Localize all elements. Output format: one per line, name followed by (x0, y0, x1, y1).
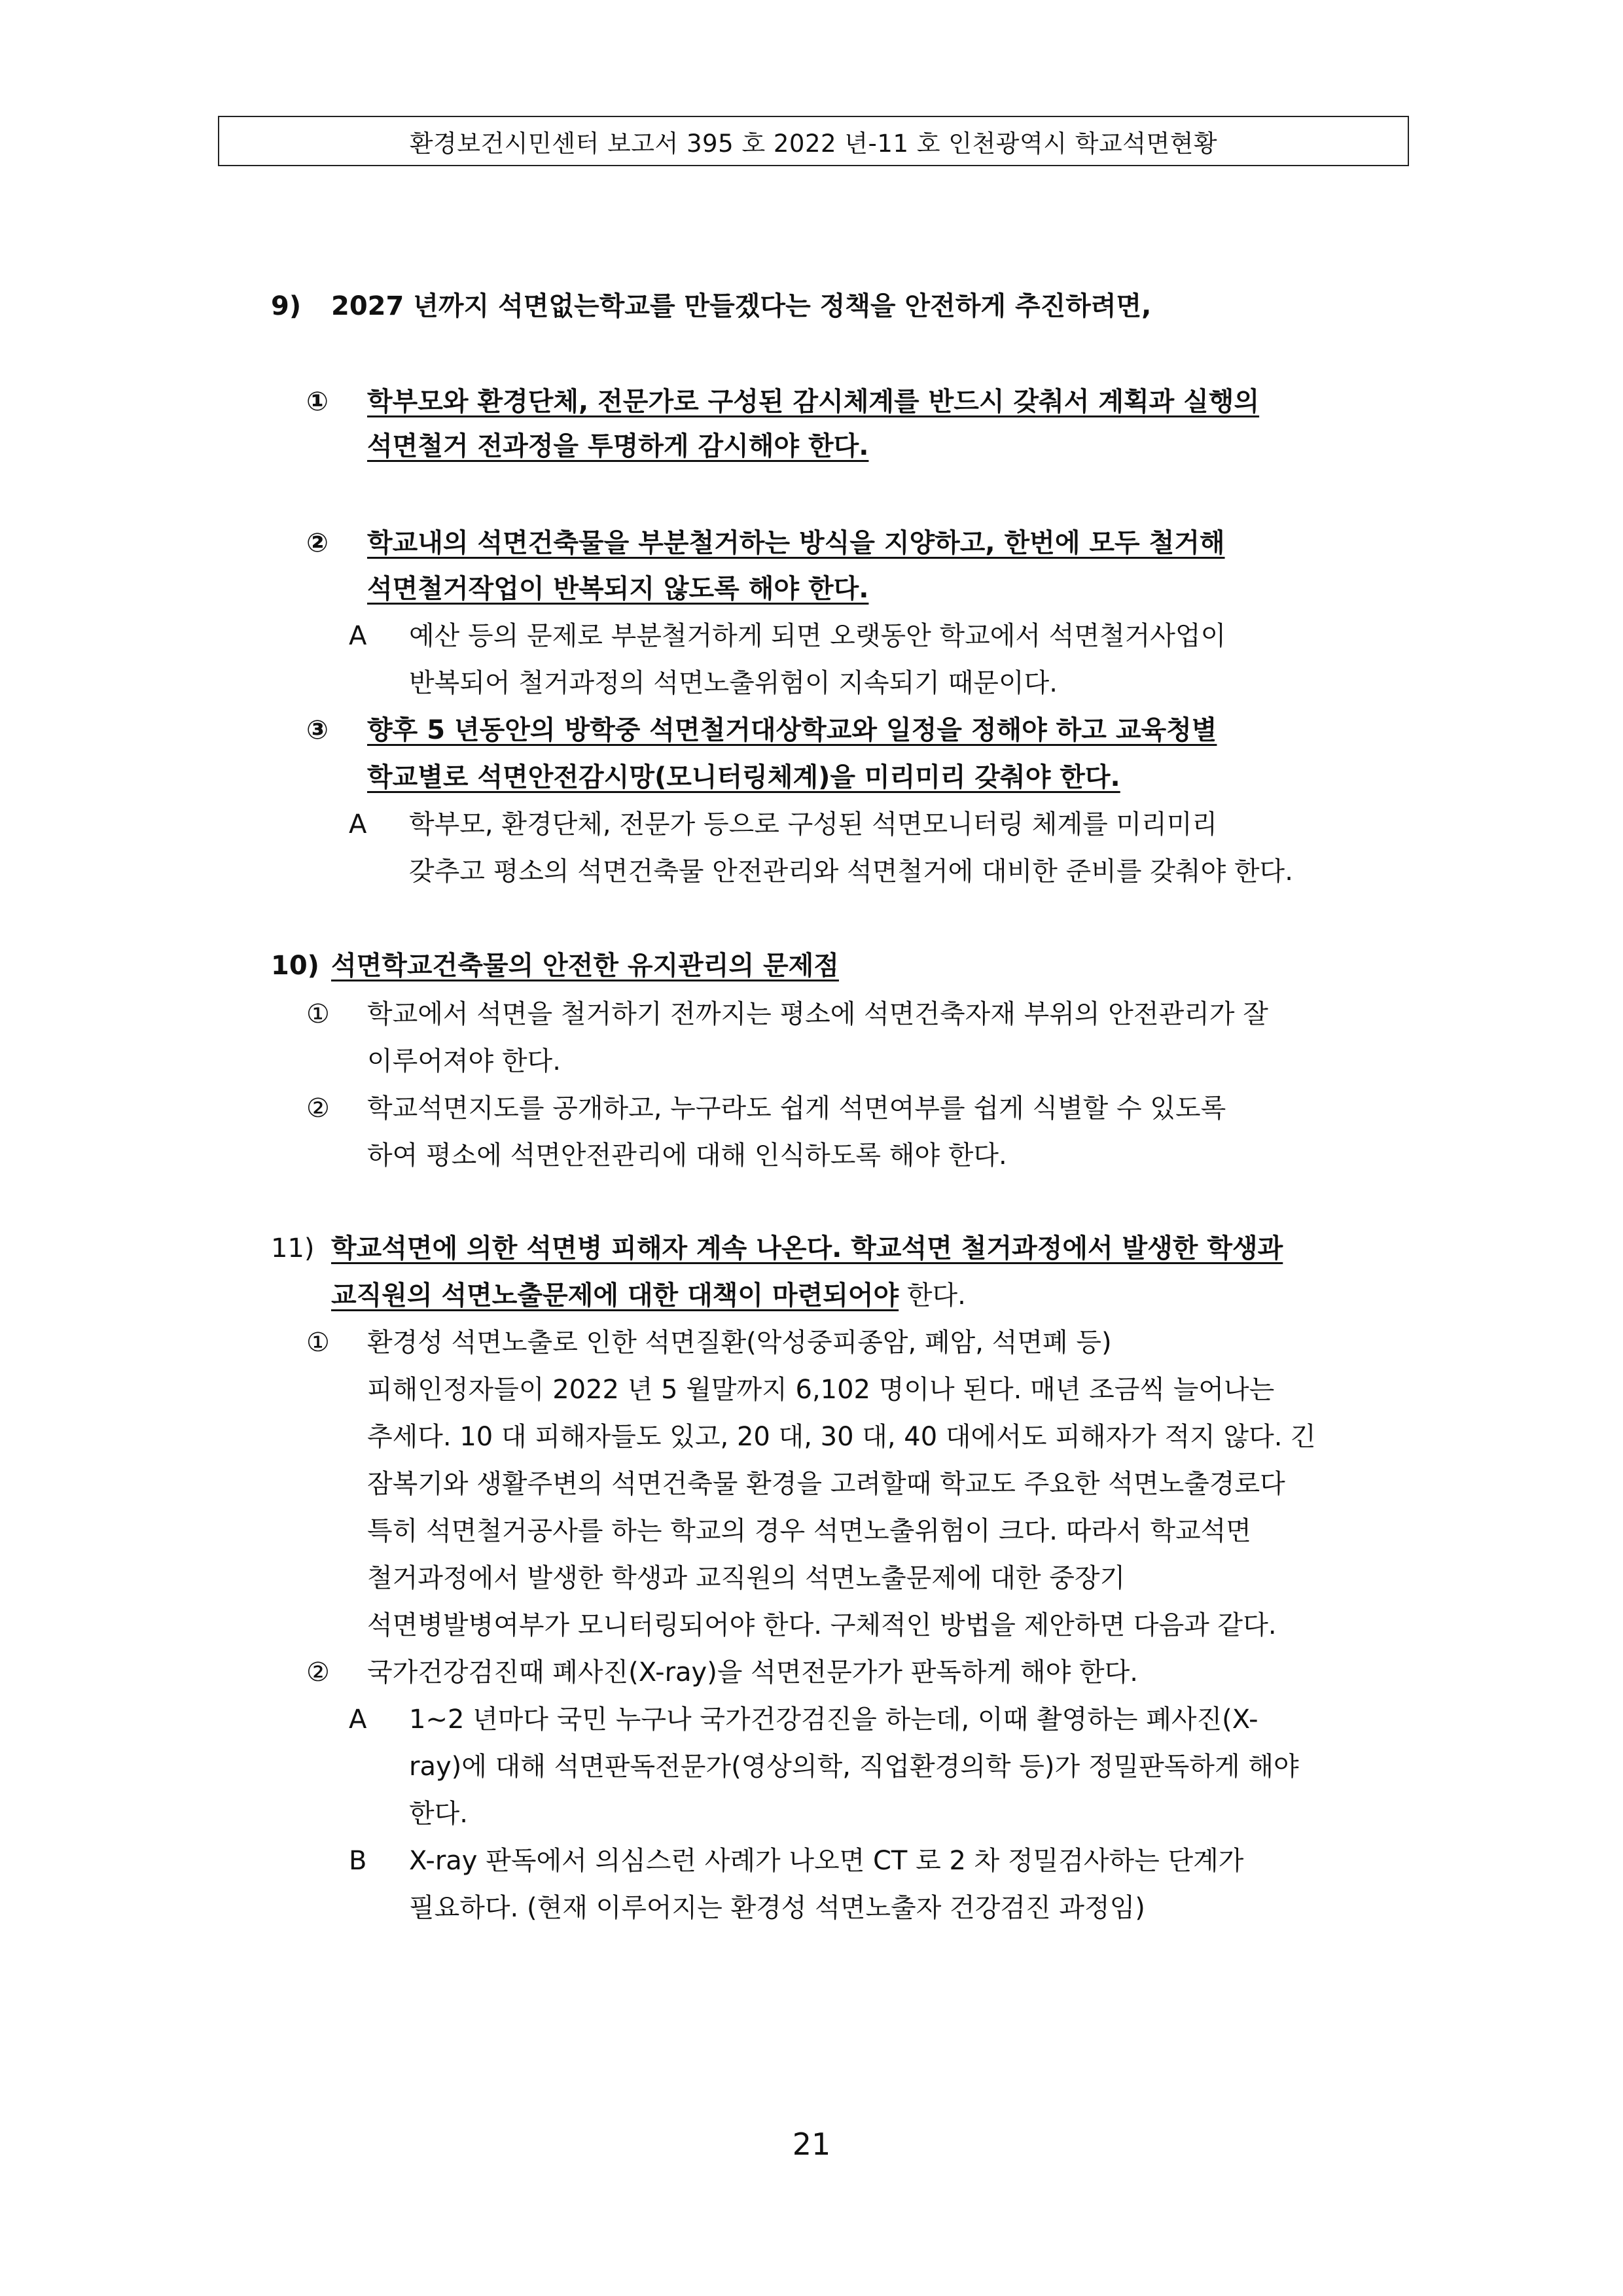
section-9-item-2-sub-line-1: 예산 등의 문제로 부분철거하게 되면 오랫동안 학교에서 석면철거사업이 (409, 621, 1226, 651)
section-11-item-2-sub-a-line-1: 1~2 년마다 국민 누구나 국가건강검진을 하는데, 이때 촬영하는 폐사진(X- (409, 1704, 1258, 1735)
section-11-item-1-line: 잠복기와 생활주변의 석면건축물 환경을 고려할때 학교도 주요한 석면노출경로다 (367, 1469, 1285, 1499)
section-9-item-3-sub-marker: A (349, 809, 367, 839)
section-11-item-2-sub-a-line-2: ray)에 대해 석면판독전문가(영상의학, 직업환경의학 등)가 정밀판독하게 해야 (409, 1752, 1299, 1782)
section-9-item-2-line-2: 석면철거작업이 반복되지 않도록 해야 한다. (367, 574, 869, 604)
section-11-item-1-line: 특히 석면철거공사를 하는 학교의 경우 석면노출위험이 크다. 따라서 학교석면 (367, 1516, 1251, 1546)
section-9-item-2-sub-marker: A (349, 621, 367, 651)
section-9-number: 9) (271, 291, 302, 321)
section-10-item-2-marker: ② (306, 1093, 330, 1123)
section-9-item-3-line-1: 향후 5 년동안의 방학중 석면철거대상학교와 일정을 정해야 하고 교육청별 (367, 715, 1217, 745)
section-11-item-1-line: 환경성 석면노출로 인한 석면질환(악성중피종암, 폐암, 석면폐 등) (367, 1328, 1112, 1358)
section-10-heading: 석면학교건축물의 안전한 유지관리의 문제점 (331, 951, 839, 981)
page-number: 21 (792, 2127, 831, 2162)
section-9-item-1-line-2: 석면철거 전과정을 투명하게 감시해야 한다. (367, 431, 869, 461)
section-9-item-2-line-1: 학교내의 석면건축물을 부분철거하는 방식을 지양하고, 한번에 모두 철거해 (367, 528, 1225, 558)
section-9-item-2-sub-line-2: 반복되어 철거과정의 석면노출위험이 지속되기 때문이다. (409, 668, 1058, 698)
section-10-item-1-marker: ① (306, 999, 330, 1029)
section-11-item-1-marker: ① (306, 1328, 330, 1358)
section-10-item-1-line-1: 학교에서 석면을 철거하기 전까지는 평소에 석면건축자재 부위의 안전관리가 잘 (367, 999, 1268, 1029)
report-header-title: 환경보건시민센터 보고서 395 호 2022 년-11 호 인천광역시 학교석면현황 (409, 129, 1218, 158)
section-9-item-2-marker: ② (306, 528, 329, 558)
section-11-number: 11) (271, 1233, 315, 1263)
section-11-item-2-marker: ② (306, 1657, 330, 1687)
report-header (218, 116, 1409, 166)
section-11-item-1-line: 철거과정에서 발생한 학생과 교직원의 석면노출문제에 대한 중장기 (367, 1563, 1126, 1593)
section-11-item-2-sub-b-line-1: X-ray 판독에서 의심스런 사례가 나오면 CT 로 2 차 정밀검사하는 단계가 (409, 1846, 1244, 1876)
section-10-item-2-line-1: 학교석면지도를 공개하고, 누구라도 쉽게 석면여부를 쉽게 식별할 수 있도록 (367, 1093, 1226, 1123)
section-10-item-2-line-2: 하여 평소에 석면안전관리에 대해 인식하도록 해야 한다. (367, 1140, 1007, 1171)
section-11-item-2-sub-a-line-3: 한다. (409, 1799, 468, 1829)
section-10-number: 10) (271, 951, 319, 981)
section-11-item-1-line: 석면병발병여부가 모니터링되어야 한다. 구체적인 방법을 제안하면 다음과 같다. (367, 1610, 1277, 1640)
section-11-item-1-line: 피해인정자들이 2022 년 5 월말까지 6,102 명이나 된다. 매년 조금씩 늘어나는 (367, 1375, 1275, 1405)
section-11-heading-line-2-tail: 한다. (899, 1280, 966, 1311)
section-10-item-1-line-2: 이루어져야 한다. (367, 1046, 561, 1076)
section-11-item-1-line: 추세다. 10 대 피해자들도 있고, 20 대, 30 대, 40 대에서도 피해자가 적지 않다. 긴 (367, 1422, 1316, 1452)
section-11-heading-line-2: 교직원의 석면노출문제에 대한 대책이 마련되어야 (331, 1280, 899, 1311)
section-9-item-3-marker: ③ (306, 715, 329, 745)
section-9-item-3-line-2: 학교별로 석면안전감시망(모니터링체계)을 미리미리 갖춰야 한다. (367, 762, 1120, 792)
section-11-item-2-sub-a-marker: A (349, 1704, 367, 1735)
section-9-item-1-marker: ① (306, 387, 329, 417)
section-9-item-1-line-1: 학부모와 환경단체, 전문가로 구성된 감시체계를 반드시 갖춰서 계획과 실행의 (367, 387, 1260, 417)
section-9-item-3-sub-line-1: 학부모, 환경단체, 전문가 등으로 구성된 석면모니터링 체계를 미리미리 (409, 809, 1217, 839)
section-9-heading: 2027 년까지 석면없는학교를 만들겠다는 정책을 안전하게 추진하려면, (331, 291, 1152, 321)
section-11-heading-line-1: 학교석면에 의한 석면병 피해자 계속 나온다. 학교석면 철거과정에서 발생한 학생과 (331, 1233, 1283, 1263)
section-9-item-3-sub-line-2: 갖추고 평소의 석면건축물 안전관리와 석면철거에 대비한 준비를 갖춰야 한다. (409, 857, 1293, 887)
section-11-item-2-sub-b-line-2: 필요하다. (현재 이루어지는 환경성 석면노출자 건강검진 과정임) (409, 1893, 1145, 1923)
section-11-item-2-line-1: 국가건강검진때 폐사진(X-ray)을 석면전문가가 판독하게 해야 한다. (367, 1657, 1138, 1687)
section-11-item-2-sub-b-marker: B (349, 1846, 367, 1876)
section-11-heading-line-2-wrap (331, 1277, 966, 1314)
